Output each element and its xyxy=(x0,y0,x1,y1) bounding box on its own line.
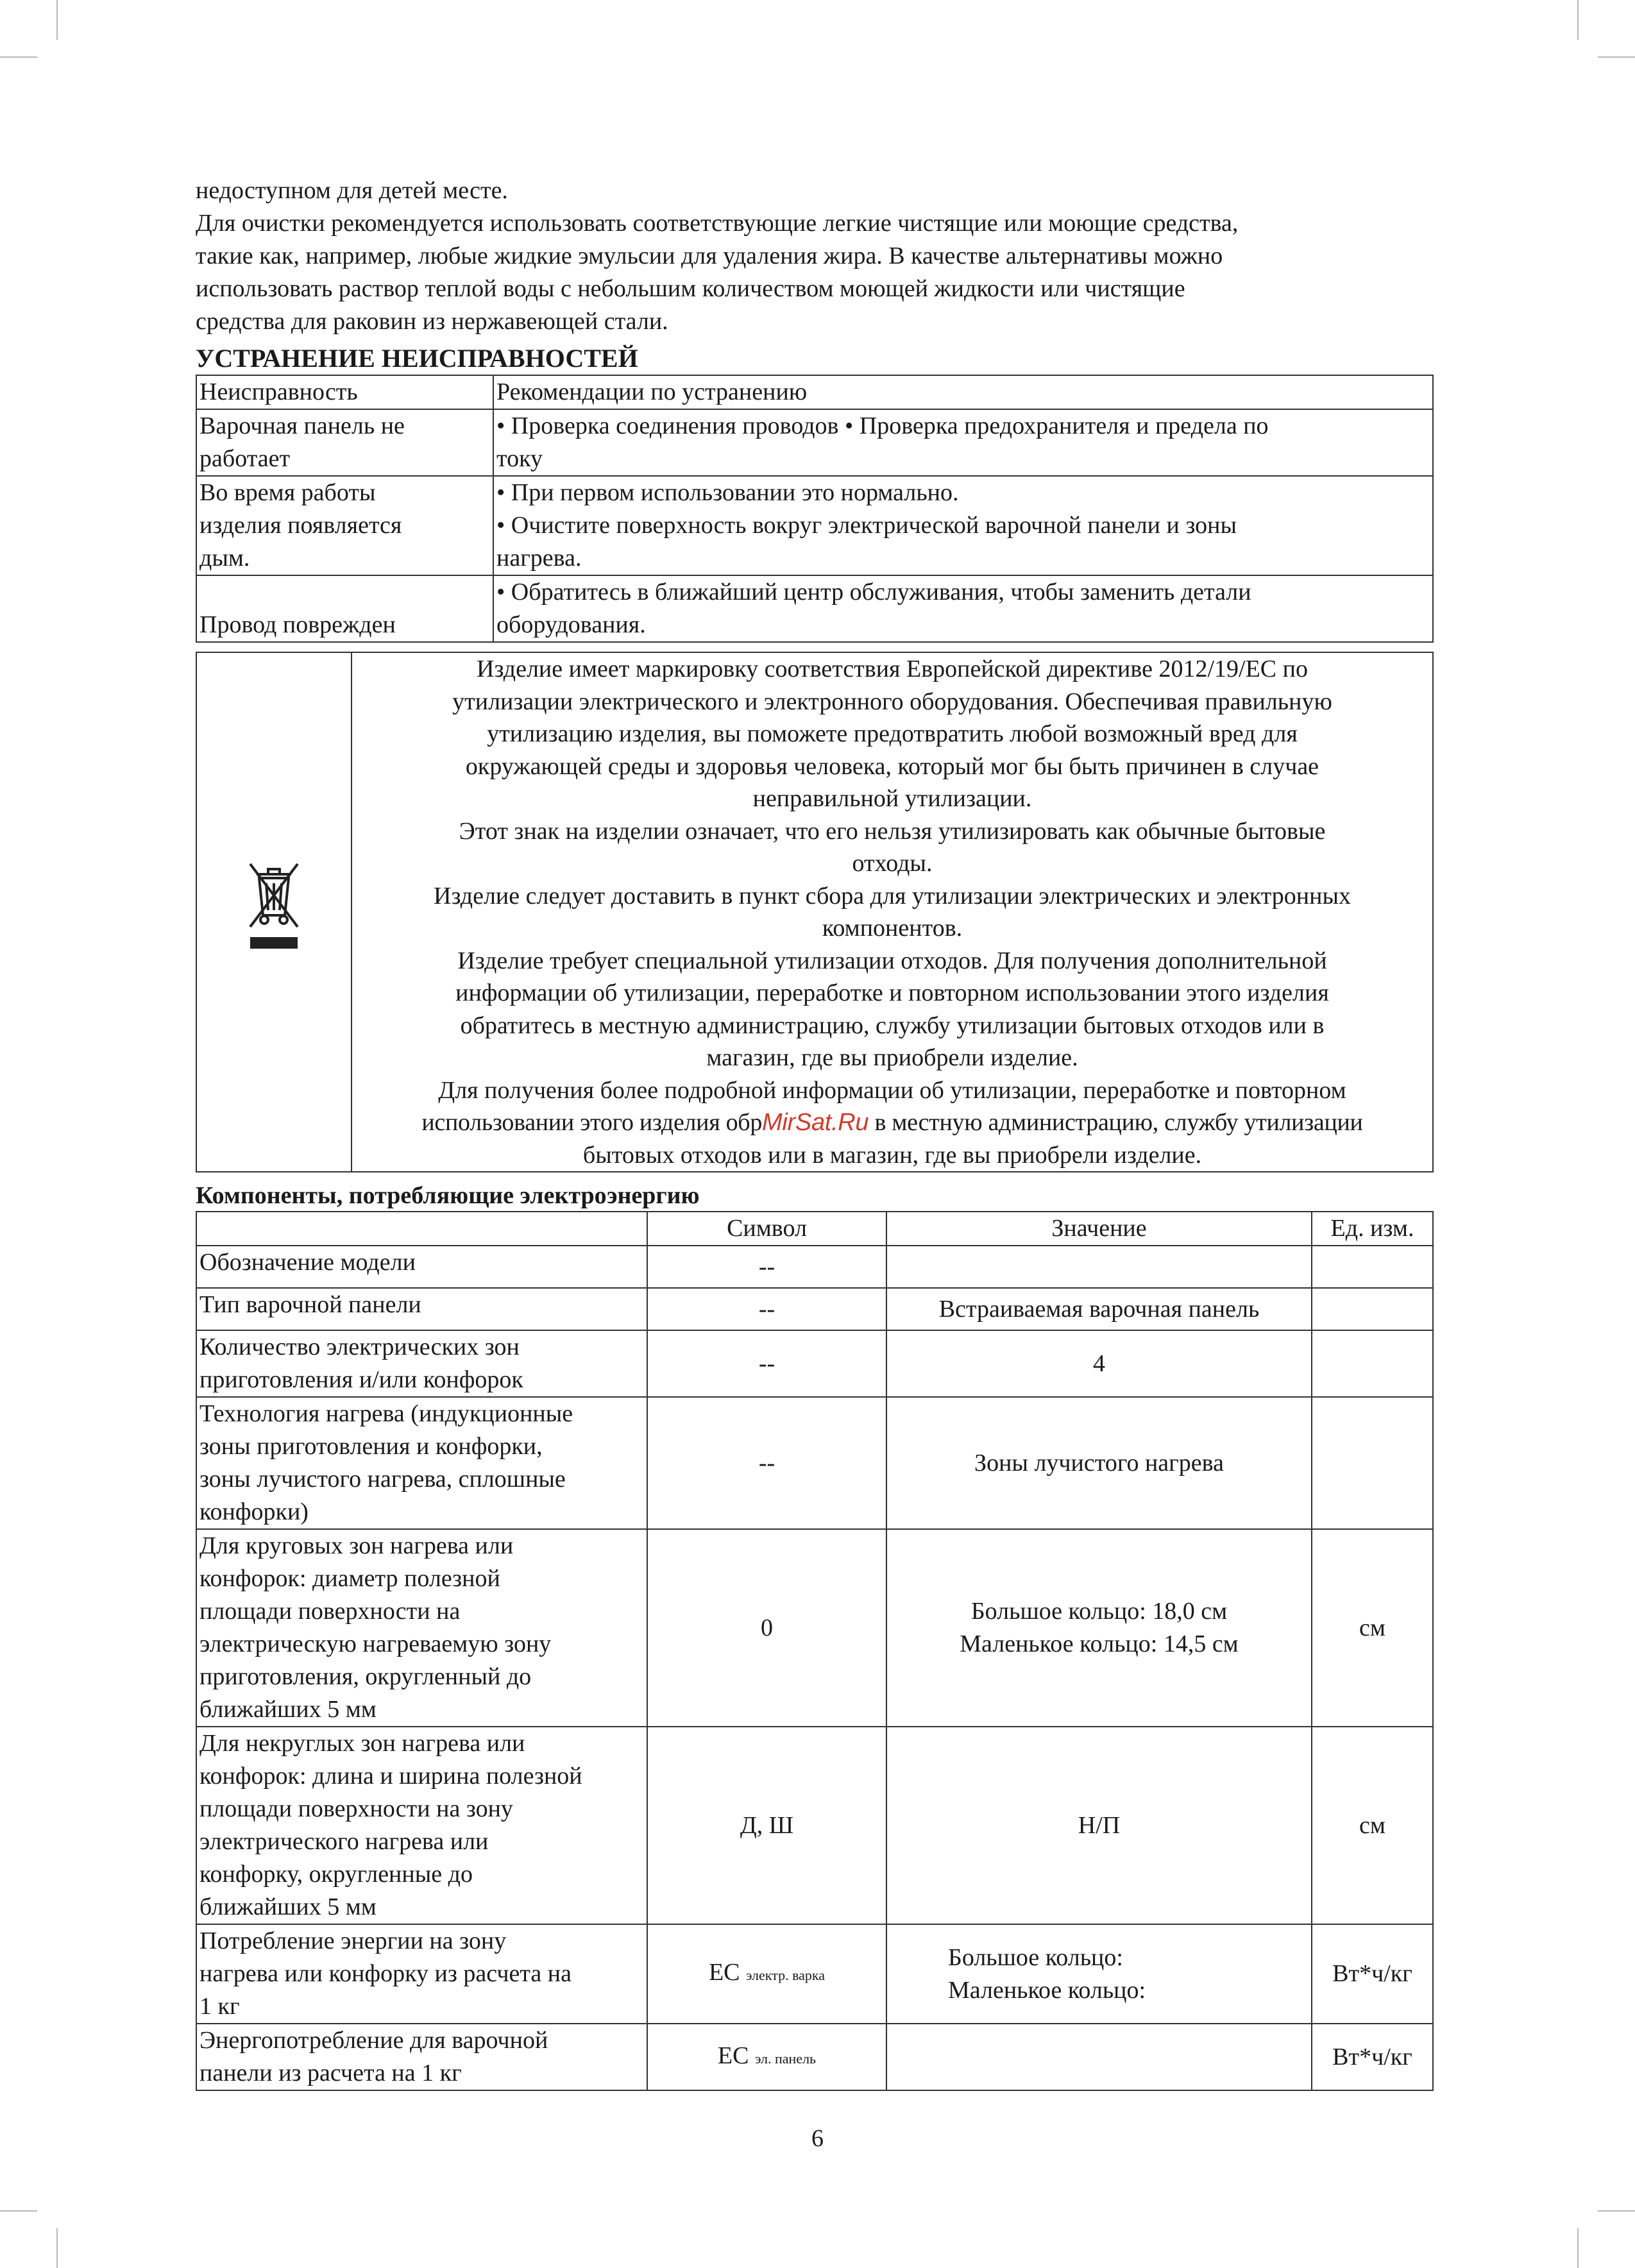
components-heading: Компоненты, потребляющие электроэнергию xyxy=(196,1182,700,1209)
cell-line: Большое кольцо: xyxy=(948,1943,1123,1971)
column-header: Символ xyxy=(647,1212,886,1246)
cell-line: Варочная панель не xyxy=(199,412,405,439)
crop-mark xyxy=(56,0,58,40)
table-row xyxy=(196,1924,1433,2024)
symbol-cell: -- xyxy=(647,1330,886,1397)
column-header: Ед. изм. xyxy=(1312,1212,1433,1246)
symbol-subscript: электр. варка xyxy=(746,1967,826,1983)
cell-line: оборудования. xyxy=(496,611,646,638)
table-row xyxy=(196,575,1433,642)
crop-mark xyxy=(0,2210,37,2212)
crop-mark xyxy=(1577,2228,1579,2268)
page-content xyxy=(196,174,1434,2091)
cell-line: конфорку, округленные до xyxy=(199,1861,473,1888)
cell-line: Н/П xyxy=(1078,1811,1121,1839)
column-header: Неисправность xyxy=(196,375,493,409)
weee-line-part: в местную администрацию, службу утилизации xyxy=(874,1109,1363,1136)
label-cell xyxy=(196,1288,647,1330)
cell-line: изделия появляется xyxy=(199,512,402,539)
unit-cell: Вт*ч/кг xyxy=(1312,2024,1433,2090)
cell-line: площади поверхности на зону xyxy=(199,1795,513,1822)
table-row xyxy=(196,1727,1433,1924)
column-header: Рекомендации по устранению xyxy=(493,375,1433,409)
cell-line: Маленькое кольцо: xyxy=(948,1976,1146,2004)
label-cell xyxy=(196,1246,647,1288)
cell-line: конфорок: длина и ширина полезной xyxy=(199,1763,582,1790)
unit-cell xyxy=(1312,1330,1433,1397)
weee-line xyxy=(353,1106,1431,1139)
cell-line: панели из расчета на 1 кг xyxy=(199,2060,462,2086)
crop-mark xyxy=(1598,2210,1635,2212)
cell-line: зоны лучистого нагрева, сплошные xyxy=(199,1466,566,1493)
page-number: 6 xyxy=(811,2125,824,2152)
label-cell xyxy=(196,1397,647,1529)
cell-line: • Проверка соединения проводов • Проверка предохранителя и предела по xyxy=(496,412,1269,439)
value-cell xyxy=(886,2024,1312,2090)
problem-cell xyxy=(196,575,493,642)
problem-cell xyxy=(196,476,493,575)
unit-cell xyxy=(1312,1246,1433,1288)
crop-mark xyxy=(1577,0,1579,40)
cell-line: 4 xyxy=(1093,1350,1105,1377)
cell-line: площади поверхности на xyxy=(199,1598,461,1625)
cell-line: нагрева или конфорку из расчета на xyxy=(199,1960,572,1987)
weee-line: бытовых отходов или в магазин, где вы приобрели изделие. xyxy=(582,1141,1202,1169)
weee-line-part: использовании этого изделия обр xyxy=(421,1109,763,1136)
symbol-cell: Д, Ш xyxy=(647,1727,886,1924)
cell-line: Технология нагрева (индукционные xyxy=(199,1400,573,1427)
crop-mark xyxy=(1598,56,1635,58)
unit-cell: см xyxy=(1312,1727,1433,1924)
table-row xyxy=(196,652,1433,1172)
cell-line: нагрева. xyxy=(496,545,582,571)
symbol-cell: 0 xyxy=(647,1529,886,1727)
fix-cell xyxy=(493,409,1433,476)
problem-cell xyxy=(196,409,493,476)
weee-line: отходы. xyxy=(852,850,933,877)
symbol-subscript: эл. панель xyxy=(754,2050,817,2067)
weee-icon-cell xyxy=(196,652,352,1172)
unit-cell xyxy=(1312,1288,1433,1330)
troubleshooting-heading: УСТРАНЕНИЕ НЕИСПРАВНОСТЕЙ xyxy=(196,344,638,373)
cell-line: работает xyxy=(199,445,291,472)
intro-line: использовать раствор теплой воды с небольшим количеством моющей жидкости или чистящие xyxy=(196,275,1185,302)
symbol-cell xyxy=(647,2024,886,2090)
table-row xyxy=(196,1330,1433,1397)
cell-line: • При первом использовании это нормально. xyxy=(496,479,959,506)
symbol-text: ЕС xyxy=(717,2042,749,2069)
cell-line: Зоны лучистого нагрева xyxy=(974,1449,1224,1477)
label-cell xyxy=(196,1529,647,1727)
symbol-cell: -- xyxy=(647,1397,886,1529)
cell-line: приготовления и/или конфорок xyxy=(199,1366,523,1393)
troubleshooting-table xyxy=(196,375,1434,643)
cell-line: Количество электрических зон xyxy=(199,1333,520,1360)
weee-line: утилизацию изделия, вы поможете предотвратить любой возможный вред для xyxy=(487,720,1298,747)
table-header-row xyxy=(196,375,1433,409)
column-header xyxy=(196,1212,647,1246)
cell-line: Для круговых зон нагрева или xyxy=(199,1532,514,1559)
table-row xyxy=(196,1288,1433,1330)
value-cell xyxy=(886,1330,1312,1397)
weee-text xyxy=(352,652,1433,1172)
weee-line: Изделие требует специальной утилизации отходов. Для получения дополнительной xyxy=(457,947,1327,974)
weee-line: неправильной утилизации. xyxy=(752,785,1032,812)
watermark: MirSat.Ru xyxy=(762,1109,869,1136)
symbol-cell: -- xyxy=(647,1246,886,1288)
column-header: Значение xyxy=(886,1212,1312,1246)
symbol-cell xyxy=(647,1924,886,2024)
cell-line: Большое кольцо: 18,0 см xyxy=(970,1598,1228,1625)
table-row xyxy=(196,476,1433,575)
weee-line: окружающей среды и здоровья человека, который мог бы быть причинен в случае xyxy=(465,752,1319,780)
table-row xyxy=(196,1246,1433,1288)
cell-line: электрического нагрева или xyxy=(199,1828,489,1855)
fix-cell xyxy=(493,476,1433,575)
intro-line: Для очистки рекомендуется использовать соответствующие легкие чистящие или моющие средства, xyxy=(196,210,1239,237)
crop-mark xyxy=(56,2228,58,2268)
unit-cell xyxy=(1312,1397,1433,1529)
weee-line: компонентов. xyxy=(822,915,963,942)
table-row xyxy=(196,1529,1433,1727)
cell-line: зоны приготовления и конфорки, xyxy=(199,1433,543,1460)
cell-line: конфорок: диаметр полезной xyxy=(199,1565,500,1592)
value-cell xyxy=(886,1529,1312,1727)
cell-line: Встраиваемая варочная панель xyxy=(938,1295,1260,1323)
cell-line: • Обратитесь в ближайший центр обслуживания, чтобы заменить детали xyxy=(496,579,1251,605)
cell-line: электрическую нагреваемую зону xyxy=(199,1630,552,1657)
value-cell xyxy=(886,1727,1312,1924)
label-cell xyxy=(196,1924,647,2024)
crossed-out-wheelie-bin-icon xyxy=(245,856,303,959)
label-cell xyxy=(196,2024,647,2090)
weee-line: Этот знак на изделии означает, что его нельзя утилизировать как обычные бытовые xyxy=(459,817,1326,845)
table-header-row xyxy=(196,1212,1433,1246)
unit-cell: Вт*ч/кг xyxy=(1312,1924,1433,2024)
cell-line: Тип варочной панели xyxy=(199,1291,421,1318)
cell-line: 1 кг xyxy=(199,1993,240,2020)
cell-line: приготовления, округленный до xyxy=(199,1663,532,1690)
cell-line: Для некруглых зон нагрева или xyxy=(199,1730,525,1757)
cell-line: Потребление энергии на зону xyxy=(199,1927,507,1954)
symbol-text: ЕС xyxy=(708,1959,740,1986)
value-cell xyxy=(886,1246,1312,1288)
cell-line: • Очистите поверхность вокруг электрической варочной панели и зоны xyxy=(496,512,1237,539)
weee-line: информации об утилизации, переработке и повторном использовании этого изделия xyxy=(455,979,1329,1006)
weee-line: утилизации электрического и электронного оборудования. Обеспечивая правильную xyxy=(452,688,1332,715)
cell-line: Во время работы xyxy=(199,479,376,506)
intro-line: средства для раковин из нержавеющей стали. xyxy=(196,308,668,335)
value-cell xyxy=(886,1397,1312,1529)
weee-line: Изделие следует доставить в пункт сбора для утилизации электрических и электронных xyxy=(434,882,1351,910)
intro-line: такие как, например, любые жидкие эмульсии для удаления жира. В качестве альтернативы можно xyxy=(196,242,1223,269)
cell-line: дым. xyxy=(199,545,250,571)
value-cell xyxy=(886,1924,1312,2024)
weee-table xyxy=(196,652,1434,1172)
table-row xyxy=(196,1397,1433,1529)
intro-text xyxy=(196,174,1434,338)
fix-cell xyxy=(493,575,1433,642)
cell-line: Маленькое кольцо: 14,5 см xyxy=(960,1630,1239,1657)
cell-line: Обозначение модели xyxy=(199,1249,416,1276)
intro-line: недоступном для детей месте. xyxy=(196,177,508,204)
weee-line: магазин, где вы приобрели изделие. xyxy=(706,1044,1078,1071)
cell-line: Энергопотребление для варочной xyxy=(199,2027,548,2054)
components-table xyxy=(196,1211,1434,2091)
weee-line: Для получения более подробной информации об утилизации, переработке и повторном xyxy=(438,1076,1346,1104)
table-row xyxy=(196,409,1433,476)
weee-line: Изделие имеет маркировку соответствия Европейской директиве 2012/19/ЕС по xyxy=(477,656,1308,682)
symbol-cell: -- xyxy=(647,1288,886,1330)
cell-line: току xyxy=(496,445,543,472)
cell-line: Провод поврежден xyxy=(199,611,396,638)
cell-line: ближайших 5 мм xyxy=(199,1893,377,1920)
cell-line: ближайших 5 мм xyxy=(199,1696,377,1723)
cell-line: конфорки) xyxy=(199,1498,309,1525)
weee-line: обратитесь в местную администрацию, службу утилизации бытовых отходов или в xyxy=(460,1011,1325,1039)
label-cell xyxy=(196,1330,647,1397)
value-cell xyxy=(886,1288,1312,1330)
label-cell xyxy=(196,1727,647,1924)
crop-mark xyxy=(0,56,37,58)
unit-cell: см xyxy=(1312,1529,1433,1727)
table-row xyxy=(196,2024,1433,2090)
